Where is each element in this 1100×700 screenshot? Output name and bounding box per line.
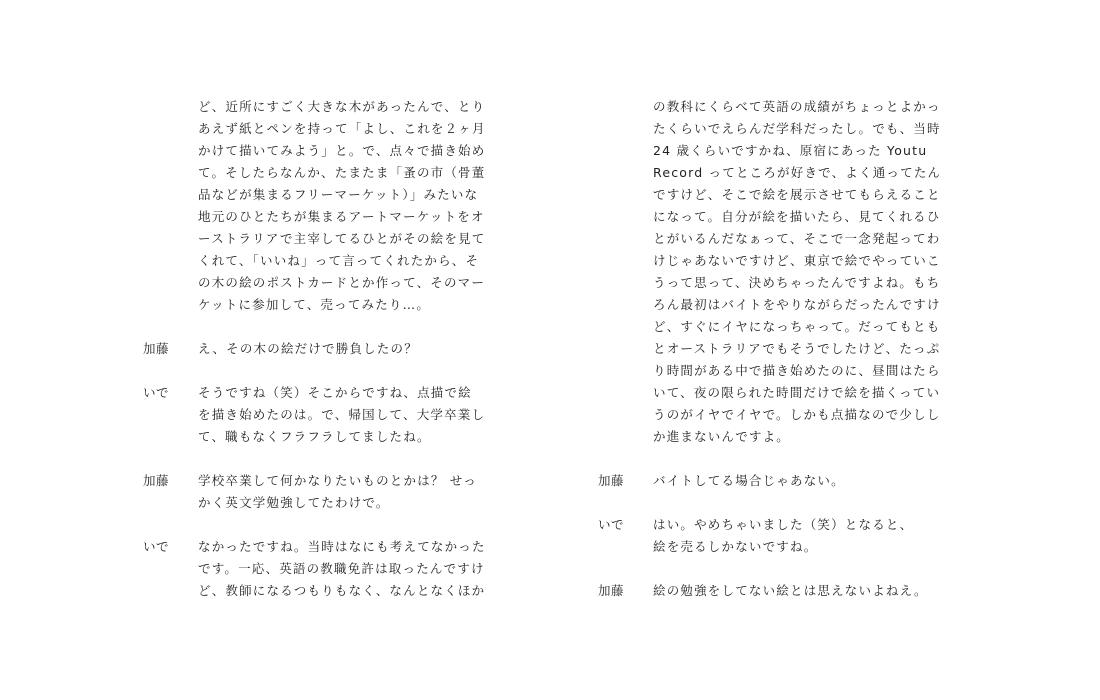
text-line: 学校卒業して何かなりたいものとかは？ せっ: [198, 473, 477, 488]
text-line: いて、夜の限られた時間だけで絵を描くってい: [653, 385, 941, 400]
text-line: 地元のひとたちが集まるアートマーケットをオ: [198, 209, 485, 224]
text-line: て。そしたらなんか、たまたま「蚤の市（骨董: [198, 165, 486, 180]
speaker-name: 加藤: [598, 583, 625, 598]
speaker-name: いで: [598, 517, 625, 532]
text-line: ど、すぐにイヤになっちゃって。だってもとも: [653, 319, 941, 334]
dialogue-block: [598, 470, 978, 492]
dialogue-block: [598, 514, 978, 558]
dialogue-text: [198, 338, 503, 360]
text-line: り時間がある中で描き始めたのに、昼間はたら: [653, 363, 941, 378]
dialogue-block: [598, 96, 978, 448]
text-line: ーストラリアで主宰してるひとがその絵を見て: [198, 231, 486, 246]
text-line: 24 歳くらいですかね、原宿にあった Youtu: [653, 143, 928, 158]
text-line: を描き始めたのは。で、帰国して、大学卒業し: [198, 407, 486, 422]
text-line: か進まないんですよ。: [653, 429, 791, 444]
text-line: あえず紙とペンを持って「よし、これを２ヶ月: [198, 121, 486, 136]
dialogue-text: [198, 96, 503, 316]
text-line: たくらいでえらんだ学科だったし。でも、当時: [653, 121, 941, 136]
text-line: とがいるんだなぁって、そこで一念発起ってわ: [653, 231, 941, 246]
speaker-name: いで: [143, 539, 170, 554]
dialogue-block: [143, 96, 523, 316]
text-line: え、その木の絵だけで勝負したの？: [198, 341, 418, 356]
speaker-name: いで: [143, 385, 170, 400]
dialogue-text: [198, 536, 503, 602]
text-line: うのがイヤでイヤで。しかも点描なので少しし: [653, 407, 941, 422]
dialogue-text: [198, 382, 503, 448]
text-line: 品などが集まるフリーマーケット）」みたいな: [198, 187, 479, 202]
dialogue-block: [143, 536, 523, 602]
left-column: [143, 96, 523, 624]
text-line: です。一応、英語の教職免許は取ったんですけ: [198, 561, 485, 576]
text-line: ケットに参加して、売ってみたり…。: [198, 297, 431, 312]
text-line: の教科にくらべて英語の成績がちょっとよかっ: [653, 99, 941, 114]
dialogue-text: [653, 470, 958, 492]
dialogue-text: [653, 580, 958, 602]
dialogue-text: [653, 96, 958, 448]
text-line: なかったですね。当時はなにも考えてなかった: [198, 539, 486, 554]
speaker-name: 加藤: [598, 473, 625, 488]
text-line: ど、近所にすごく大きな木があったんで、とり: [198, 99, 486, 114]
text-line: になって。自分が絵を描いたら、見てくれるひ: [653, 209, 941, 224]
text-line: そうですね（笑）そこからですね、点描で絵: [198, 385, 472, 400]
text-line: ですけど、そこで絵を展示させてもらえること: [653, 187, 941, 202]
text-line: かく英文学勉強してたわけで。: [198, 495, 390, 510]
text-line: の木の絵のポストカードとか作って、そのマー: [198, 275, 486, 290]
speaker-name: [143, 96, 198, 316]
text-line: けじゃあないですけど、東京で絵でやっていこ: [653, 253, 941, 268]
text-line: Record ってところが好きで、よく通ってたん: [653, 165, 942, 180]
text-line: バイトしてる場合じゃあない。: [653, 473, 845, 488]
right-column: [598, 96, 978, 624]
text-line: くれて、「いいね」って言ってくれたから、そ: [198, 253, 480, 268]
text-line: 絵を売るしかないですね。: [653, 539, 818, 554]
text-line: うって思って、決めちゃったんですよね。もち: [653, 275, 941, 290]
dialogue-text: [653, 514, 958, 558]
dialogue-block: [143, 338, 523, 360]
text-line: ろん最初はバイトをやりながらだったんですけ: [653, 297, 941, 312]
speaker-name: 加藤: [143, 341, 170, 356]
text-line: て、職もなくフラフラしてましたね。: [198, 429, 431, 444]
text-line: はい。やめちゃいました（笑）となると、: [653, 517, 914, 532]
dialogue-block: [143, 470, 523, 514]
speaker-name: 加藤: [143, 473, 170, 488]
text-line: ど、教師になるつもりもなく、なんとなくほか: [198, 583, 486, 598]
dialogue-block: [143, 382, 523, 448]
dialogue-text: [198, 470, 503, 514]
speaker-name: [598, 96, 653, 448]
text-line: とオーストラリアでもそうでしたけど、たっぷ: [653, 341, 941, 356]
text-line: 絵の勉強をしてない絵とは思えないよねえ。: [653, 583, 928, 598]
text-line: かけて描いてみよう」と。で、点々で描き始め: [198, 143, 486, 158]
dialogue-block: [598, 580, 978, 602]
